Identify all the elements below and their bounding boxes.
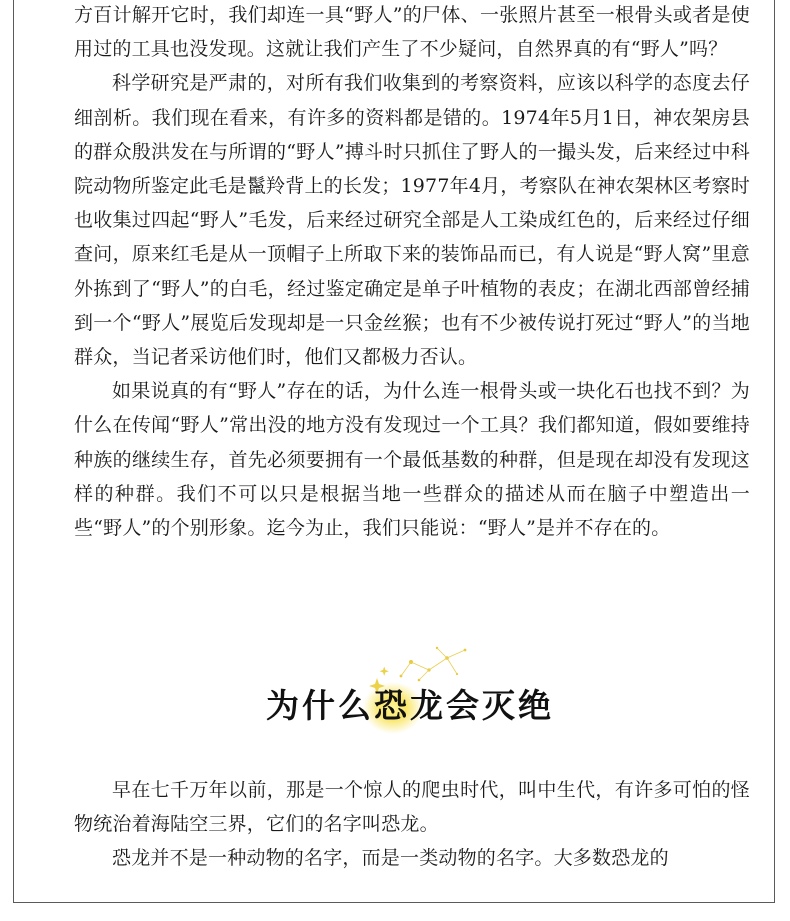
section-wild-man-body xyxy=(74,0,750,545)
paragraph-continued: 方百计解开它时，我们却连一具“野人”的尸体、一张照片甚至一根骨头或者是使用过的工具也没发现。这就让我们产生了不少疑问，自然界真的有“野人”吗？ xyxy=(74,4,750,61)
section-heading-dinosaur: 为什么恐龙会灭绝 xyxy=(266,686,554,725)
section-dinosaur-body xyxy=(74,773,750,876)
paragraph-dinosaur-class: 恐龙并不是一种动物的名字，而是一类动物的名字。大多数恐龙的 xyxy=(112,847,669,870)
paragraph-research: 科学研究是严肃的，对所有我们收集到的考察资料，应该以科学的态度去仔细剖析。我们现在看来，有许多的资料都是错的。1974年5月1日，神农架房县的群众殷洪发在与所谓的“野人”搏斗时只抓住了野人的一撮头发，后来经过中科院动物所鉴定此毛是鬣羚背上的长发；1977年4月，考察队在神农架林区考察时也收集过四起“野人”毛发，后来经过研究全部是人工染成红色的，后来经过仔细查问，原来红毛是从一顶帽子上所取下来的装饰品而已，有人说是“野人窝”里意外拣到了“野人”的白毛，经过鉴定确定是单子叶植物的表皮；在湖北西部曾经捕到一个“野人”展览后发现却是一只金丝猴；也有不少被传说打死过“野人”的当地群众，当记者采访他们时，他们又都极力否认。 xyxy=(74,72,750,369)
paragraph-mesozoic: 早在七千万年以前，那是一个惊人的爬虫时代，叫中生代，有许多可怕的怪物统治着海陆空三界，它们的名字叫恐龙。 xyxy=(74,779,750,836)
paragraph-conclusion: 如果说真的有“野人”存在的话，为什么连一根骨头或一块化石也找不到？为什么在传闻“野人”常出没的地方没有发现过一个工具？我们都知道，假如要维持种族的继续生存，首先必须要拥有一个最低基数的种群，但是现在却没有发现这样的种群。我们不可以只是根据当地一些群众的描述从而在脑子中塑造出一些“野人”的个别形象。迄今为止，我们只能说：“野人”是并不存在的。 xyxy=(74,380,750,540)
